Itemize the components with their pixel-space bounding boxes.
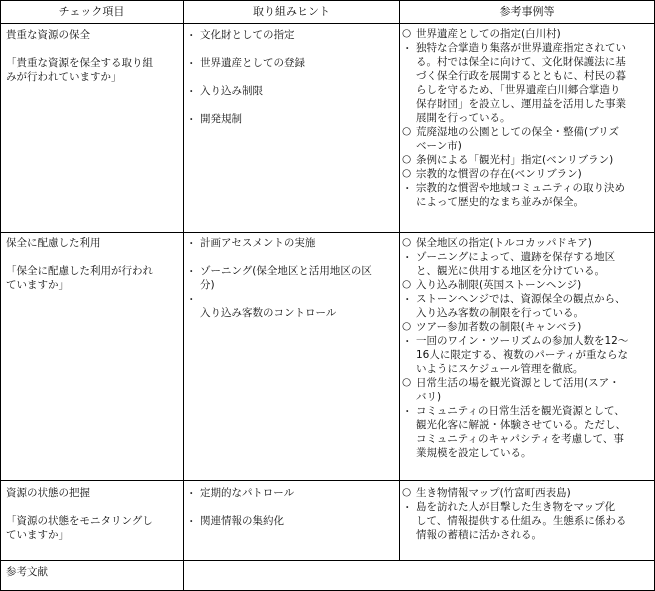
- bullet-marker: ・: [186, 30, 197, 42]
- hints-1: [186, 28, 396, 140]
- check-item-title: 保全に配慮した利用: [6, 237, 101, 249]
- example-line: コミュニティの日常生活を観光資源として、: [416, 405, 625, 417]
- example-line: ゾーニングによって、遺跡を保存する地区: [416, 251, 616, 263]
- example-item: [402, 41, 654, 125]
- bullet-marker: ・: [402, 336, 413, 348]
- hint-text: 開発規制: [200, 113, 242, 125]
- example-line: ストーンヘンジでは、資源保全の観点から、: [416, 293, 626, 305]
- check-item-1: [6, 28, 182, 84]
- header-hints: 取り組みヒント: [253, 5, 330, 18]
- example-item: [402, 404, 654, 460]
- check-question-line: ていますか」: [6, 279, 69, 291]
- example-item: [402, 181, 654, 209]
- example-line: 保全地区の指定(トルコカッパドキア): [416, 237, 592, 249]
- circle-marker: ○: [402, 125, 412, 137]
- references-label-text: 参考文献: [6, 566, 48, 578]
- bullet-marker: ・: [186, 294, 197, 306]
- hint-item: [186, 292, 396, 320]
- example-line: ベーン市): [416, 140, 462, 152]
- example-item: [402, 27, 654, 41]
- example-item: [402, 153, 654, 167]
- circle-marker: ○: [402, 320, 412, 332]
- example-line: 16人に限定する、複数のパーティが重ならな: [416, 349, 629, 361]
- example-line: 世界遺産としての指定(白川村): [416, 28, 561, 40]
- example-line: バリ): [416, 391, 442, 403]
- check-question-line: みが行われていますか」: [6, 71, 122, 83]
- example-line: して、情報提供する仕組み。生態系に係わる: [416, 515, 627, 527]
- check-item-2: [6, 236, 182, 292]
- bullet-marker: ・: [402, 252, 413, 264]
- example-line: 展開を行っている。: [416, 112, 511, 124]
- hint-text: [200, 292, 396, 306]
- example-item: [402, 292, 654, 320]
- circle-marker: ○: [402, 278, 412, 290]
- example-line: づく保全行政を展開するとともに、村民の暮: [416, 70, 626, 82]
- hint-item: [186, 486, 396, 514]
- example-line: によって歴史的なまち並みが保全。: [416, 196, 584, 208]
- bullet-marker: ・: [186, 238, 197, 250]
- example-item: [402, 500, 654, 542]
- circle-marker: ○: [402, 167, 412, 179]
- bullet-marker: ・: [186, 488, 197, 500]
- example-line: 一回のワイン・ツーリズムの参加人数を12〜: [416, 335, 629, 347]
- hint-text: 分): [200, 279, 215, 291]
- hint-text: 定期的なパトロール: [200, 487, 295, 499]
- hints-3: [186, 486, 396, 542]
- example-line: 荒廃湿地の公園としての保全・整備(ブリズ: [416, 126, 619, 138]
- hint-item: [186, 236, 396, 264]
- example-line: コミュニティのキャパシティを考慮して、事: [416, 433, 624, 445]
- example-line: 情報の蓄積に活かされる。: [416, 529, 542, 541]
- bullet-marker: ・: [186, 86, 197, 98]
- example-line: 保存財団」を設立し、運用益を活用した事業: [416, 98, 626, 110]
- circle-marker: ○: [402, 376, 412, 388]
- bullet-marker: ・: [402, 406, 413, 418]
- examples-1: [402, 27, 654, 209]
- example-line: 観光化客に解説・体験させている。ただし、: [416, 419, 626, 431]
- examples-2: [402, 236, 654, 460]
- hint-text: 入り込み客数のコントロール: [200, 307, 337, 319]
- hints-2: [186, 236, 396, 320]
- example-item: [402, 250, 654, 278]
- example-line: 宗教的な慣習や地域コミュニティの取り決め: [416, 182, 625, 194]
- bullet-marker: ・: [186, 114, 197, 126]
- references-label: [6, 565, 182, 579]
- example-item: [402, 486, 654, 500]
- example-line: 島を訪れた人が目撃した生き物をマップ化: [416, 501, 616, 513]
- example-line: 入り込み客数の制限を行っている。: [416, 307, 584, 319]
- header-examples: 参考事例等: [499, 5, 555, 18]
- circle-marker: ○: [402, 27, 412, 39]
- check-question-line: 「資源の状態をモニタリングし: [6, 515, 153, 527]
- bullet-marker: ・: [402, 294, 413, 306]
- example-item: [402, 236, 654, 250]
- example-line: 独特な合掌造り集落が世界遺産指定されてい: [416, 42, 626, 54]
- bullet-marker: ・: [186, 266, 197, 278]
- check-question-line: 「貴重な資源を保全する取り組: [6, 57, 153, 69]
- bullet-marker: ・: [186, 58, 197, 70]
- hint-text: 入り込み制限: [200, 85, 263, 97]
- bullet-marker: ・: [402, 502, 413, 514]
- check-question-line: 「保全に配慮した利用が行われ: [6, 265, 153, 277]
- bullet-marker: ・: [186, 516, 197, 528]
- hint-item: [186, 56, 396, 84]
- hint-item: [186, 514, 396, 542]
- bullet-marker: ・: [402, 43, 413, 55]
- example-line: いようにスケジュール管理を徹底。: [416, 363, 584, 375]
- hint-text: ゾーニング(保全地区と活用地区の区: [200, 265, 372, 277]
- hint-text: 世界遺産としての登録: [200, 57, 305, 69]
- check-item-title: 貴重な資源の保全: [6, 29, 90, 41]
- bullet-marker: ・: [402, 183, 413, 195]
- hint-text: 文化財としての指定: [200, 29, 295, 41]
- hint-item: [186, 84, 396, 112]
- circle-marker: ○: [402, 486, 412, 498]
- example-line: らしを守るため、「世界遺産白川郷合掌造り: [416, 84, 621, 96]
- check-item-title: 資源の状態の把握: [6, 487, 90, 499]
- example-line: 宗教的な慣習の存在(ベンリブラン): [416, 168, 582, 180]
- example-line: 業規模を設定している。: [416, 447, 532, 459]
- circle-marker: ○: [402, 153, 412, 165]
- example-item: [402, 167, 654, 181]
- example-item: [402, 334, 654, 376]
- example-item: [402, 376, 654, 404]
- example-line: ツアー参加者数の制限(キャンベラ): [416, 321, 582, 333]
- examples-3: [402, 486, 654, 542]
- example-line: 日常生活の場を観光資源として活用(スア・: [416, 377, 620, 389]
- hint-text: 計画アセスメントの実施: [200, 237, 316, 249]
- example-item: [402, 278, 654, 292]
- circle-marker: ○: [402, 236, 412, 248]
- hint-item: [186, 28, 396, 56]
- hint-item: [186, 112, 396, 140]
- example-line: 生き物情報マップ(竹富町西表島): [416, 487, 571, 499]
- example-line: る。村では保全に向けて、文化財保護法に基: [416, 56, 626, 68]
- check-item-3: [6, 486, 182, 542]
- example-item: [402, 320, 654, 334]
- example-line: 入り込み制限(英国ストーンヘンジ): [416, 279, 582, 291]
- hint-item: [186, 264, 396, 292]
- example-line: 条例による「観光村」指定(ベンリブラン): [416, 154, 614, 166]
- header-check-items: チェック項目: [58, 5, 125, 18]
- hint-text: 関連情報の集約化: [200, 515, 284, 527]
- check-question-line: ていますか」: [6, 529, 69, 541]
- example-line: と、観光に供用する地区を分けている。: [416, 265, 605, 277]
- example-item: [402, 125, 654, 153]
